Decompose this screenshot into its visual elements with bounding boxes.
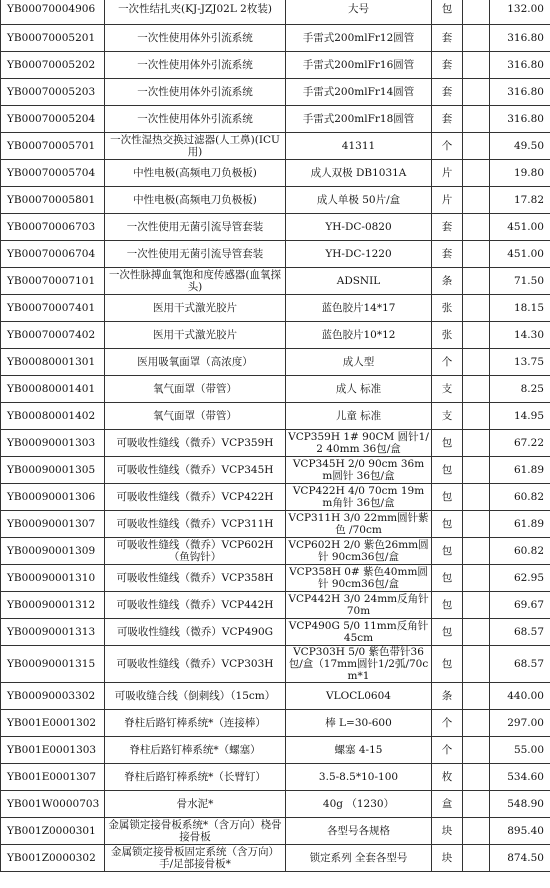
item-name: 氧气面罩（带管）: [105, 403, 286, 430]
item-price: 68.57: [490, 646, 550, 683]
item-unit: 块: [432, 845, 463, 872]
item-spec: 棒 L=30-600: [286, 710, 432, 737]
table-body: [1, 0, 550, 872]
blank-cell: [463, 565, 490, 592]
item-code: YB00070007402: [1, 322, 105, 349]
item-name: 可吸收性缝线（微乔）VCP358H: [105, 565, 286, 592]
item-spec: VCP358H 0# 紫色40mm圆针 90cm36包/盒: [286, 565, 432, 592]
blank-cell: [463, 52, 490, 79]
item-unit: 包: [432, 457, 463, 484]
blank-cell: [463, 511, 490, 538]
item-spec: 3.5-8.5*10-100: [286, 764, 432, 791]
item-unit: 盒: [432, 791, 463, 818]
item-spec: 手雷式200mlFr18圆管: [286, 106, 432, 133]
item-price: 62.95: [490, 565, 550, 592]
item-code: YB00090001315: [1, 646, 105, 683]
item-unit: 张: [432, 322, 463, 349]
blank-cell: [463, 683, 490, 710]
item-price: 440.00: [490, 683, 550, 710]
item-unit: 个: [432, 133, 463, 160]
blank-cell: [463, 457, 490, 484]
item-code: YB001E0001302: [1, 710, 105, 737]
item-spec: VLOCL0604: [286, 683, 432, 710]
item-code: YB00090001313: [1, 619, 105, 646]
item-name: 一次性结扎夹(KJ-JZJ02L 2枚装): [105, 0, 286, 25]
item-unit: 套: [432, 52, 463, 79]
item-name: 氧气面罩（带管）: [105, 376, 286, 403]
item-price: 67.22: [490, 430, 550, 457]
item-code: YB00090001312: [1, 592, 105, 619]
item-price: 17.82: [490, 187, 550, 214]
item-name: 一次性使用体外引流系统: [105, 25, 286, 52]
item-spec: 41311: [286, 133, 432, 160]
item-spec: 蓝色胶片10*12: [286, 322, 432, 349]
item-price: 49.50: [490, 133, 550, 160]
item-name: 可吸收性缝线（微乔）VCP490G: [105, 619, 286, 646]
item-name: 可吸收性缝线（微乔）VCP422H: [105, 484, 286, 511]
item-code: YB00070006704: [1, 241, 105, 268]
item-spec: 手雷式200mlFr12圆管: [286, 25, 432, 52]
blank-cell: [463, 25, 490, 52]
item-price: 451.00: [490, 214, 550, 241]
item-code: YB001Z0000302: [1, 845, 105, 872]
item-price: 316.80: [490, 52, 550, 79]
item-name: 可吸收性缝线（微乔）VCP345H: [105, 457, 286, 484]
item-name: 金属锁定接骨板固定系统（含万向）手/足部接骨板*: [105, 845, 286, 872]
item-name: 一次性使用体外引流系统: [105, 79, 286, 106]
item-spec: 蓝色胶片14*17: [286, 295, 432, 322]
item-spec: 手雷式200mlFr16圆管: [286, 52, 432, 79]
table-row: [1, 52, 550, 79]
blank-cell: [463, 295, 490, 322]
item-name: 脊柱后路钉棒系统*（长臂钉）: [105, 764, 286, 791]
item-unit: 包: [432, 511, 463, 538]
item-name: 医用干式激光胶片: [105, 322, 286, 349]
table-row: [1, 25, 550, 52]
item-code: YB00080001401: [1, 376, 105, 403]
item-name: 一次性使用无菌引流导管套装: [105, 214, 286, 241]
table-row: [1, 133, 550, 160]
item-name: 可吸收缝合线（倒刺线）（15cm）: [105, 683, 286, 710]
item-name: 一次性使用体外引流系统: [105, 52, 286, 79]
blank-cell: [463, 403, 490, 430]
item-spec: VCP345H 2/0 90cm 36mm圆针 36包/盒: [286, 457, 432, 484]
item-name: 可吸收性缝线（微乔）VCP311H: [105, 511, 286, 538]
item-spec: 40g （1230）: [286, 791, 432, 818]
item-code: YB001W0000703: [1, 791, 105, 818]
item-unit: 包: [432, 538, 463, 565]
table-row: [1, 845, 550, 872]
item-name: 脊柱后路钉棒系统*（连接棒）: [105, 710, 286, 737]
item-price: 14.30: [490, 322, 550, 349]
item-unit: 枚: [432, 764, 463, 791]
item-price: 316.80: [490, 79, 550, 106]
item-price: 451.00: [490, 241, 550, 268]
blank-cell: [463, 106, 490, 133]
item-unit: 包: [432, 484, 463, 511]
blank-cell: [463, 214, 490, 241]
item-name: 可吸收性缝线（微乔）VCP602H（鱼钩针）: [105, 538, 286, 565]
item-code: YB00090001305: [1, 457, 105, 484]
table-row: [1, 214, 550, 241]
blank-cell: [463, 646, 490, 683]
item-code: YB00090003302: [1, 683, 105, 710]
table-row: [1, 79, 550, 106]
item-unit: 包: [432, 430, 463, 457]
item-name: 医用吸氧面罩（高浓度）: [105, 349, 286, 376]
table-row: [1, 430, 550, 457]
item-code: YB00070005701: [1, 133, 105, 160]
item-spec: 锁定系列 全套各型号: [286, 845, 432, 872]
item-name: 中性电极(高频电刀负极板): [105, 187, 286, 214]
blank-cell: [463, 484, 490, 511]
item-code: YB00070007101: [1, 268, 105, 295]
item-spec: 各型号各规格: [286, 818, 432, 845]
item-spec: 儿童 标准: [286, 403, 432, 430]
item-spec: 成人 标准: [286, 376, 432, 403]
item-code: YB00070006703: [1, 214, 105, 241]
item-code: YB00080001301: [1, 349, 105, 376]
item-unit: 套: [432, 106, 463, 133]
item-spec: YH-DC-1220: [286, 241, 432, 268]
table-row: [1, 403, 550, 430]
item-unit: 支: [432, 403, 463, 430]
item-name: 可吸收性缝线（微乔）VCP442H: [105, 592, 286, 619]
item-spec: VCP602H 2/0 紫色26mm圆针 90cm36包/盒: [286, 538, 432, 565]
table-row: [1, 106, 550, 133]
item-unit: 条: [432, 268, 463, 295]
item-price: 69.67: [490, 592, 550, 619]
table-row: [1, 241, 550, 268]
table-row: [1, 511, 550, 538]
item-price: 8.25: [490, 376, 550, 403]
item-code: YB00070005704: [1, 160, 105, 187]
item-spec: VCP311H 3/0 22mm圆针紫色 /70cm: [286, 511, 432, 538]
item-price: 534.60: [490, 764, 550, 791]
table-row: [1, 457, 550, 484]
table-row: [1, 683, 550, 710]
table-row: [1, 160, 550, 187]
blank-cell: [463, 791, 490, 818]
item-unit: 张: [432, 295, 463, 322]
table-row: [1, 322, 550, 349]
item-code: YB00090001303: [1, 430, 105, 457]
item-name: 金属锁定接骨板系统*（含万向）桡骨接骨板: [105, 818, 286, 845]
table-row: [1, 187, 550, 214]
item-price: 13.75: [490, 349, 550, 376]
table-row: [1, 646, 550, 683]
item-price: 68.57: [490, 619, 550, 646]
item-price: 60.82: [490, 538, 550, 565]
item-name: 脊柱后路钉棒系统*（螺塞）: [105, 737, 286, 764]
item-code: YB001E0001307: [1, 764, 105, 791]
blank-cell: [463, 818, 490, 845]
blank-cell: [463, 79, 490, 106]
item-price: 19.80: [490, 160, 550, 187]
item-unit: 个: [432, 349, 463, 376]
table-row: [1, 268, 550, 295]
item-name: 可吸收性缝线（微乔）VCP303H: [105, 646, 286, 683]
item-spec: 成人型: [286, 349, 432, 376]
item-code: YB001Z0000301: [1, 818, 105, 845]
item-spec: 大号: [286, 0, 432, 25]
blank-cell: [463, 619, 490, 646]
item-name: 一次性使用无菌引流导管套装: [105, 241, 286, 268]
item-price: 18.15: [490, 295, 550, 322]
item-spec: 成人双极 DB1031A: [286, 160, 432, 187]
item-code: YB00070007401: [1, 295, 105, 322]
item-code: YB00070005202: [1, 52, 105, 79]
item-name: 一次性使用体外引流系统: [105, 106, 286, 133]
item-spec: 螺塞 4-15: [286, 737, 432, 764]
table-row: [1, 0, 550, 25]
item-price: 316.80: [490, 106, 550, 133]
table-row: [1, 619, 550, 646]
item-price: 316.80: [490, 25, 550, 52]
table-row: [1, 592, 550, 619]
item-code: YB00070004906: [1, 0, 105, 25]
item-code: YB00070005201: [1, 25, 105, 52]
table-row: [1, 349, 550, 376]
table-row: [1, 791, 550, 818]
item-unit: 块: [432, 818, 463, 845]
item-spec: VCP490G 5/0 11mm反角针 45cm: [286, 619, 432, 646]
item-price: 297.00: [490, 710, 550, 737]
item-spec: YH-DC-0820: [286, 214, 432, 241]
blank-cell: [463, 592, 490, 619]
table-row: [1, 538, 550, 565]
item-unit: 包: [432, 619, 463, 646]
blank-cell: [463, 187, 490, 214]
item-price: 548.90: [490, 791, 550, 818]
blank-cell: [463, 268, 490, 295]
item-price: 874.50: [490, 845, 550, 872]
item-name: 一次性湿热交换过滤器(人工鼻)(ICU用): [105, 133, 286, 160]
item-spec: 成人单极 50片/盒: [286, 187, 432, 214]
item-spec: ADSNIL: [286, 268, 432, 295]
item-price: 895.40: [490, 818, 550, 845]
item-code: YB00070005203: [1, 79, 105, 106]
item-unit: 个: [432, 710, 463, 737]
item-code: YB00070005801: [1, 187, 105, 214]
blank-cell: [463, 133, 490, 160]
blank-cell: [463, 845, 490, 872]
item-name: 可吸收性缝线（微乔）VCP359H: [105, 430, 286, 457]
item-code: YB00080001402: [1, 403, 105, 430]
table-row: [1, 295, 550, 322]
item-name: 医用干式激光胶片: [105, 295, 286, 322]
item-price: 132.00: [490, 0, 550, 25]
blank-cell: [463, 737, 490, 764]
item-spec: 手雷式200mlFr14圆管: [286, 79, 432, 106]
table-row: [1, 818, 550, 845]
item-unit: 套: [432, 25, 463, 52]
table-row: [1, 764, 550, 791]
item-price: 55.00: [490, 737, 550, 764]
blank-cell: [463, 376, 490, 403]
blank-cell: [463, 430, 490, 457]
item-spec: VCP442H 3/0 24mm反角针 70m: [286, 592, 432, 619]
item-code: YB00090001307: [1, 511, 105, 538]
item-spec: VCP359H 1# 90CM 圆针1/2 40mm 36包/盒: [286, 430, 432, 457]
blank-cell: [463, 241, 490, 268]
blank-cell: [463, 322, 490, 349]
item-unit: 包: [432, 646, 463, 683]
item-name: 骨水泥*: [105, 791, 286, 818]
item-spec: VCP422H 4/0 70cm 19mm角针 36包/盒: [286, 484, 432, 511]
blank-cell: [463, 160, 490, 187]
blank-cell: [463, 0, 490, 25]
item-unit: 包: [432, 565, 463, 592]
item-unit: 片: [432, 187, 463, 214]
table-row: [1, 710, 550, 737]
item-unit: 包: [432, 0, 463, 25]
table-row: [1, 737, 550, 764]
item-price: 61.89: [490, 457, 550, 484]
item-unit: 支: [432, 376, 463, 403]
table-row: [1, 376, 550, 403]
table-row: [1, 484, 550, 511]
item-spec: VCP303H 5/0 紫色带针36包/盒（17mm圆针1/2弧/70cm*1: [286, 646, 432, 683]
item-unit: 条: [432, 683, 463, 710]
item-code: YB00090001310: [1, 565, 105, 592]
item-name: 中性电极(高频电刀负极板): [105, 160, 286, 187]
table-row: [1, 565, 550, 592]
item-unit: 包: [432, 592, 463, 619]
item-code: YB001E0001303: [1, 737, 105, 764]
item-unit: 套: [432, 241, 463, 268]
item-price: 61.89: [490, 511, 550, 538]
item-unit: 套: [432, 79, 463, 106]
blank-cell: [463, 710, 490, 737]
blank-cell: [463, 538, 490, 565]
item-price: 14.95: [490, 403, 550, 430]
item-code: YB00090001309: [1, 538, 105, 565]
item-code: YB00070005204: [1, 106, 105, 133]
item-name: 一次性脉搏血氧饱和度传感器(血氧探头): [105, 268, 286, 295]
item-price: 60.82: [490, 484, 550, 511]
item-price: 71.50: [490, 268, 550, 295]
item-unit: 套: [432, 214, 463, 241]
item-code: YB00090001306: [1, 484, 105, 511]
item-unit: 片: [432, 160, 463, 187]
blank-cell: [463, 764, 490, 791]
blank-cell: [463, 349, 490, 376]
item-unit: 个: [432, 737, 463, 764]
